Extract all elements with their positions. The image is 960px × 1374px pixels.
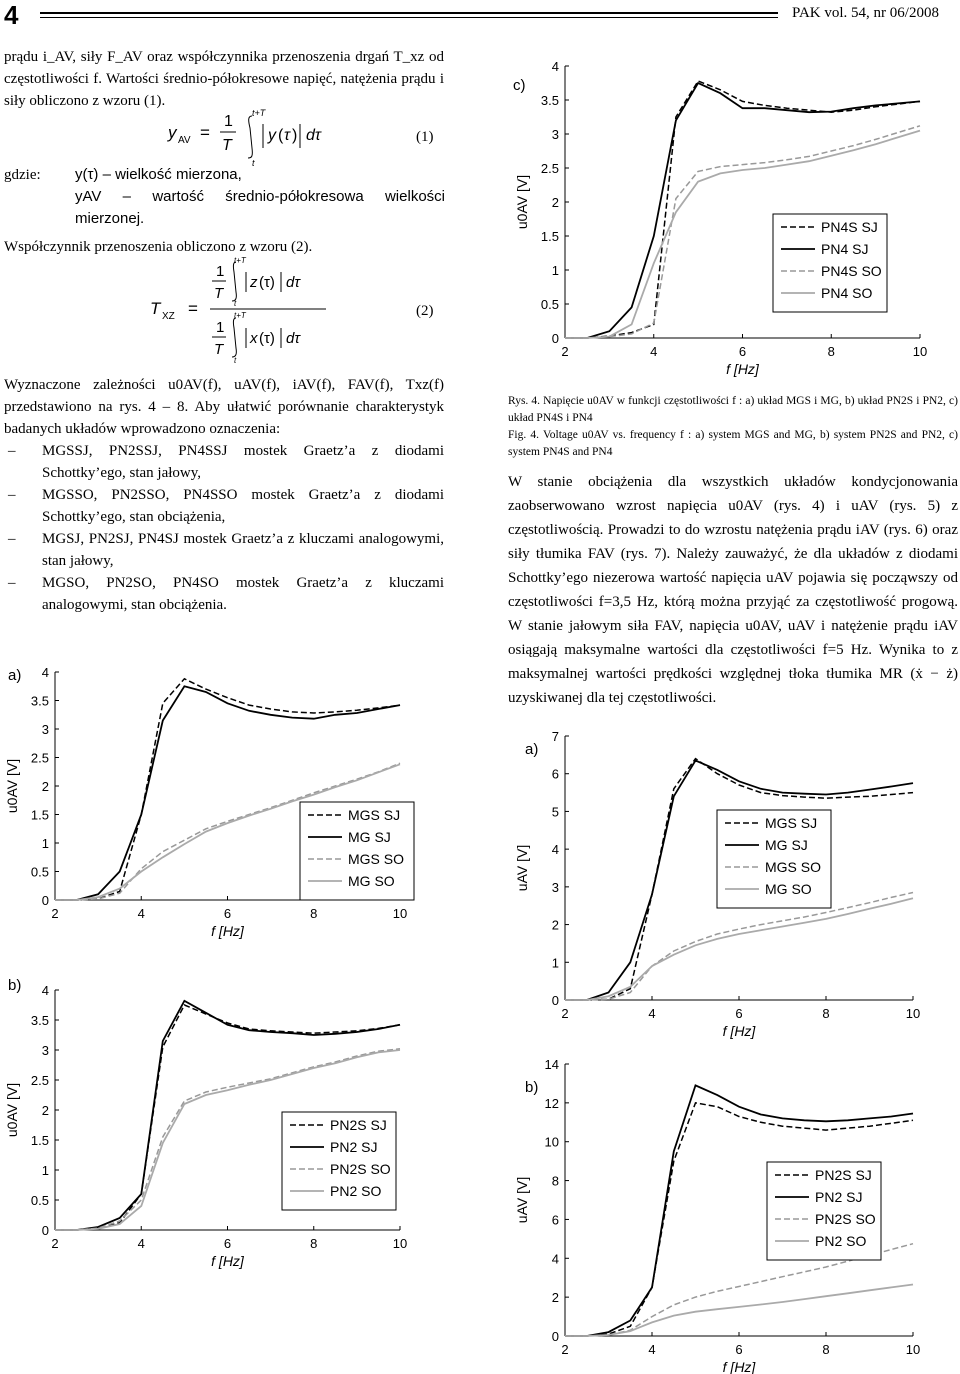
y-tick-label: 10 [544, 1134, 559, 1150]
svg-text:t+T: t+T [252, 108, 266, 118]
paragraph-intro-text: prądu i_AV, siły F_AV oraz współczynnika przenoszenia drgań T_xz od częstotliwości f. Wartości średnio-półokresowe napięć, natężenia prądu i siły obliczono z wzoru (1). [4, 49, 444, 109]
svg-text:t: t [252, 158, 255, 168]
svg-text:=: = [188, 299, 198, 318]
series-line [565, 898, 913, 1000]
x-tick-label: 10 [905, 1342, 921, 1357]
legend-entry: PN2 SJ [815, 1189, 863, 1205]
y-tick-label: 0.5 [30, 864, 49, 880]
x-axis-label: f [Hz] [722, 1023, 756, 1039]
figure-caption-pl: Rys. 4. Napięcie u0AV w funkcji częstotliwości f : a) układ MGS i MG, b) układ PN2S i PN2, c) układ PN4S i PN4 [508, 395, 958, 424]
panel-label: b) [525, 1079, 539, 1096]
x-tick-label: 2 [561, 344, 569, 359]
x-axis-label: f [Hz] [722, 1359, 756, 1374]
y-tick-label: 1.5 [30, 807, 49, 823]
y-tick-label: 1 [551, 263, 559, 278]
y-tick-label: 3 [551, 127, 559, 142]
y-tick-label: 0 [41, 1223, 49, 1238]
svg-text:t: t [234, 356, 237, 365]
y-tick-label: 3.5 [30, 693, 49, 709]
y-tick-label: 2 [551, 195, 559, 210]
y-tick-label: 1.5 [540, 229, 559, 244]
y-axis-label: u0AV [V] [4, 1082, 20, 1138]
y-axis-label: uAV [V] [514, 1176, 530, 1224]
x-tick-label: 6 [735, 1006, 743, 1021]
legend-entry: PN4 SO [821, 285, 873, 301]
legend-entry: MGS SO [348, 851, 405, 867]
x-tick-label: 6 [738, 344, 747, 359]
y-tick-label: 0 [41, 893, 49, 908]
chart-fig5b [505, 1050, 960, 1374]
svg-text:x: x [250, 330, 258, 347]
x-tick-label: 6 [223, 906, 232, 921]
y-tick-label: 3 [551, 879, 559, 895]
svg-text:(τ): (τ) [259, 330, 275, 347]
x-tick-label: 10 [392, 1236, 408, 1251]
svg-text:=: = [200, 123, 210, 142]
journal-info: PAK vol. 54, nr 06/2008 [792, 5, 939, 21]
svg-text:(τ): (τ) [259, 274, 275, 291]
paragraph-intro [4, 46, 444, 112]
y-tick-label: 1 [41, 836, 49, 851]
y-axis-label: uAV [V] [514, 844, 530, 892]
svg-text:dτ: dτ [286, 330, 300, 347]
legend-entry: PN4S SO [821, 263, 882, 279]
svg-text:dτ: dτ [306, 127, 321, 144]
legend-entry: MGS SJ [765, 815, 818, 831]
header-rule-thin [40, 17, 778, 18]
list-item: – MGSSJ, PN2SSJ, PN4SSJ mostek Graetz’a z diodami Schottky’ego, stan jałowy, [4, 440, 444, 484]
x-axis-label: f [Hz] [211, 923, 244, 939]
y-tick-label: 4 [551, 59, 559, 74]
chart-fig4b [0, 950, 450, 1270]
x-axis-label: f [Hz] [211, 1253, 244, 1269]
x-tick-label: 2 [561, 1006, 569, 1021]
y-tick-label: 2.5 [30, 750, 49, 766]
y-tick-label: 1.5 [30, 1133, 49, 1148]
svg-text:XZ: XZ [162, 311, 175, 322]
legend-entry: PN4 SJ [821, 241, 869, 257]
x-tick-label: 4 [648, 1342, 656, 1357]
panel-label: a) [8, 667, 22, 684]
svg-text:1: 1 [224, 113, 233, 130]
y-axis-label: u0AV [V] [4, 758, 20, 814]
y-tick-label: 0 [551, 993, 559, 1008]
page-number: 4 [4, 0, 19, 30]
y-tick-label: 1 [41, 1163, 49, 1178]
legend-entry: MGS SJ [348, 807, 401, 823]
legend-entry: PN4S SJ [821, 219, 878, 235]
legend-entry: PN2 SO [330, 1183, 382, 1199]
list-item: – MGSJ, PN2SJ, PN4SJ mostek Graetz’a z kluczami analogowymi, stan jałowy, [4, 528, 444, 572]
legend-entry: MG SO [765, 881, 812, 897]
x-tick-label: 6 [223, 1236, 232, 1251]
x-tick-label: 4 [137, 1236, 145, 1251]
svg-text:t: t [234, 299, 237, 308]
y-tick-label: 3.5 [540, 93, 559, 108]
equation-1-number: (1) [416, 129, 434, 145]
svg-text:T: T [150, 299, 161, 318]
y-tick-label: 2 [41, 779, 49, 794]
y-tick-label: 6 [551, 766, 559, 782]
svg-text:(: ( [278, 127, 284, 144]
x-tick-label: 2 [561, 1342, 569, 1357]
svg-text:τ: τ [284, 127, 290, 144]
chart-fig4c [505, 52, 960, 378]
y-tick-label: 6 [551, 1212, 559, 1228]
equation-2-number: (2) [416, 303, 434, 319]
gdzie-label: gdzie: [4, 167, 41, 183]
y-tick-label: 4 [41, 983, 49, 998]
legend-entry: PN2S SJ [330, 1117, 387, 1133]
svg-text:AV: AV [178, 135, 191, 146]
x-tick-label: 2 [51, 1236, 59, 1251]
y-tick-label: 3.5 [30, 1013, 49, 1028]
svg-text:y: y [168, 123, 177, 142]
y-tick-label: 14 [544, 1057, 559, 1072]
chart-fig4a [0, 632, 450, 942]
panel-label: a) [525, 741, 539, 758]
legend-entry: MG SJ [765, 837, 808, 853]
legend-entry: PN2S SJ [815, 1167, 872, 1183]
x-tick-label: 6 [735, 1342, 743, 1357]
svg-text:T: T [214, 285, 224, 302]
y-tick-label: 2 [551, 917, 559, 933]
y-tick-label: 2.5 [540, 161, 559, 176]
y-tick-label: 4 [551, 1251, 559, 1267]
equation-2 [150, 256, 350, 371]
legend-entry: PN2 SJ [330, 1139, 378, 1155]
svg-text:T: T [222, 137, 232, 154]
x-tick-label: 8 [310, 906, 318, 921]
paragraph-discussion: W stanie obciążenia dla wszystkich układów kondycjonowania zaobserwowano wzrost napięcia u0AV (rys. 4) i uAV (rys. 5) z częstotliwością. Prowadzi to do wzrostu natężenia prądu iAV (rys. 6) oraz siły tłumika FAV (rys. 7). Należy zauważyć, że dla układów z diodami Schottky’ego niezerowa wartość napięcia uAV pojawia się począwszy od częstotliwości f=3,5 Hz, którą można przyjąć za częstotliwość progową. W stanie jałowym siła FAV, napięcia u0AV, uAV i natężenie prądu iAV osiągają maksymalne wartości dla częstotliwości f=5 Hz. Wynika to z maksymalnej wartości prędkości względnej tłoka tłumika MR (ẋ − ż) uzyskiwanej dla tej częstotliwości. [508, 474, 958, 706]
y-axis-label: u0AV [V] [514, 174, 530, 230]
y-tick-label: 2 [551, 1290, 559, 1306]
x-tick-label: 8 [822, 1342, 830, 1357]
x-tick-label: 10 [905, 1006, 921, 1021]
chart-fig5a [505, 718, 960, 1039]
legend-entry: MG SO [348, 873, 395, 889]
designation-list [4, 440, 444, 616]
figure-caption-en: Fig. 4. Voltage u0AV vs. frequency f : a) system MGS and MG, b) system PN2S and PN2, c) system PN4S and PN4 [508, 429, 958, 458]
y-tick-label: 4 [551, 842, 559, 858]
x-tick-label: 10 [392, 906, 408, 921]
paragraph-results: Wyznaczone zależności u0AV(f), uAV(f), iAV(f), FAV(f), Txz(f) przedstawiono na rys. 4 – 8. Aby ułatwić porównanie charakterystyk badanych układów wprowadzono oznaczenia: [4, 377, 444, 437]
list-item: – MGSSO, PN2SSO, PN4SSO mostek Graetz’a z diodami Schottky’ego, stan obciążenia, [4, 484, 444, 528]
equation-2-svg [150, 256, 350, 366]
y-tick-label: 4 [41, 665, 49, 680]
x-tick-label: 4 [650, 344, 658, 359]
definition-1: y(τ) – wielkość mierzona, [75, 166, 242, 183]
legend-entry: PN2S SO [330, 1161, 391, 1177]
legend-entry: PN2S SO [815, 1211, 876, 1227]
equation-1-svg [168, 108, 448, 170]
y-tick-label: 3 [41, 722, 49, 737]
y-tick-label: 0 [551, 331, 559, 346]
y-tick-label: 3 [41, 1043, 49, 1058]
x-tick-label: 4 [648, 1006, 656, 1021]
y-tick-label: 8 [551, 1173, 559, 1189]
y-tick-label: 12 [544, 1095, 559, 1111]
x-tick-label: 4 [137, 906, 145, 921]
svg-text:dτ: dτ [286, 274, 300, 291]
svg-text:t+T: t+T [234, 256, 246, 265]
svg-text:T: T [214, 341, 224, 358]
legend-entry: MG SJ [348, 829, 391, 845]
legend-entry: PN2 SO [815, 1233, 867, 1249]
x-tick-label: 8 [827, 344, 835, 359]
y-tick-label: 0 [551, 1329, 559, 1344]
y-tick-label: 0.5 [30, 1193, 49, 1208]
y-tick-label: 1 [551, 955, 559, 971]
series-line [565, 893, 913, 1001]
svg-text:y: y [268, 127, 276, 144]
y-tick-label: 5 [551, 804, 559, 820]
y-tick-label: 2.5 [30, 1073, 49, 1088]
panel-label: b) [8, 977, 22, 994]
svg-text:1: 1 [216, 319, 225, 336]
x-tick-label: 8 [822, 1006, 830, 1021]
svg-text:): ) [292, 127, 298, 144]
header-rule [40, 12, 778, 14]
svg-text:z: z [250, 274, 258, 291]
y-tick-label: 0.5 [540, 297, 559, 312]
svg-text:t+T: t+T [234, 311, 246, 320]
y-tick-label: 7 [551, 729, 559, 744]
x-tick-label: 2 [51, 906, 59, 921]
y-tick-label: 2 [41, 1103, 49, 1118]
svg-text:1: 1 [216, 263, 225, 280]
x-tick-label: 8 [310, 1236, 318, 1251]
legend-entry: MGS SO [765, 859, 822, 875]
panel-label: c) [513, 77, 526, 94]
paragraph-eq2: Współczynnik przenoszenia obliczono z wzoru (2). [4, 239, 313, 255]
x-axis-label: f [Hz] [726, 361, 759, 377]
list-item: – MGSO, PN2SO, PN4SO mostek Graetz’a z kluczami analogowymi, stan obciążenia. [4, 572, 444, 616]
x-tick-label: 10 [912, 344, 928, 359]
definition-2: yAV – wartość średnio-półokresowa wielkości mierzonej. [75, 188, 445, 227]
